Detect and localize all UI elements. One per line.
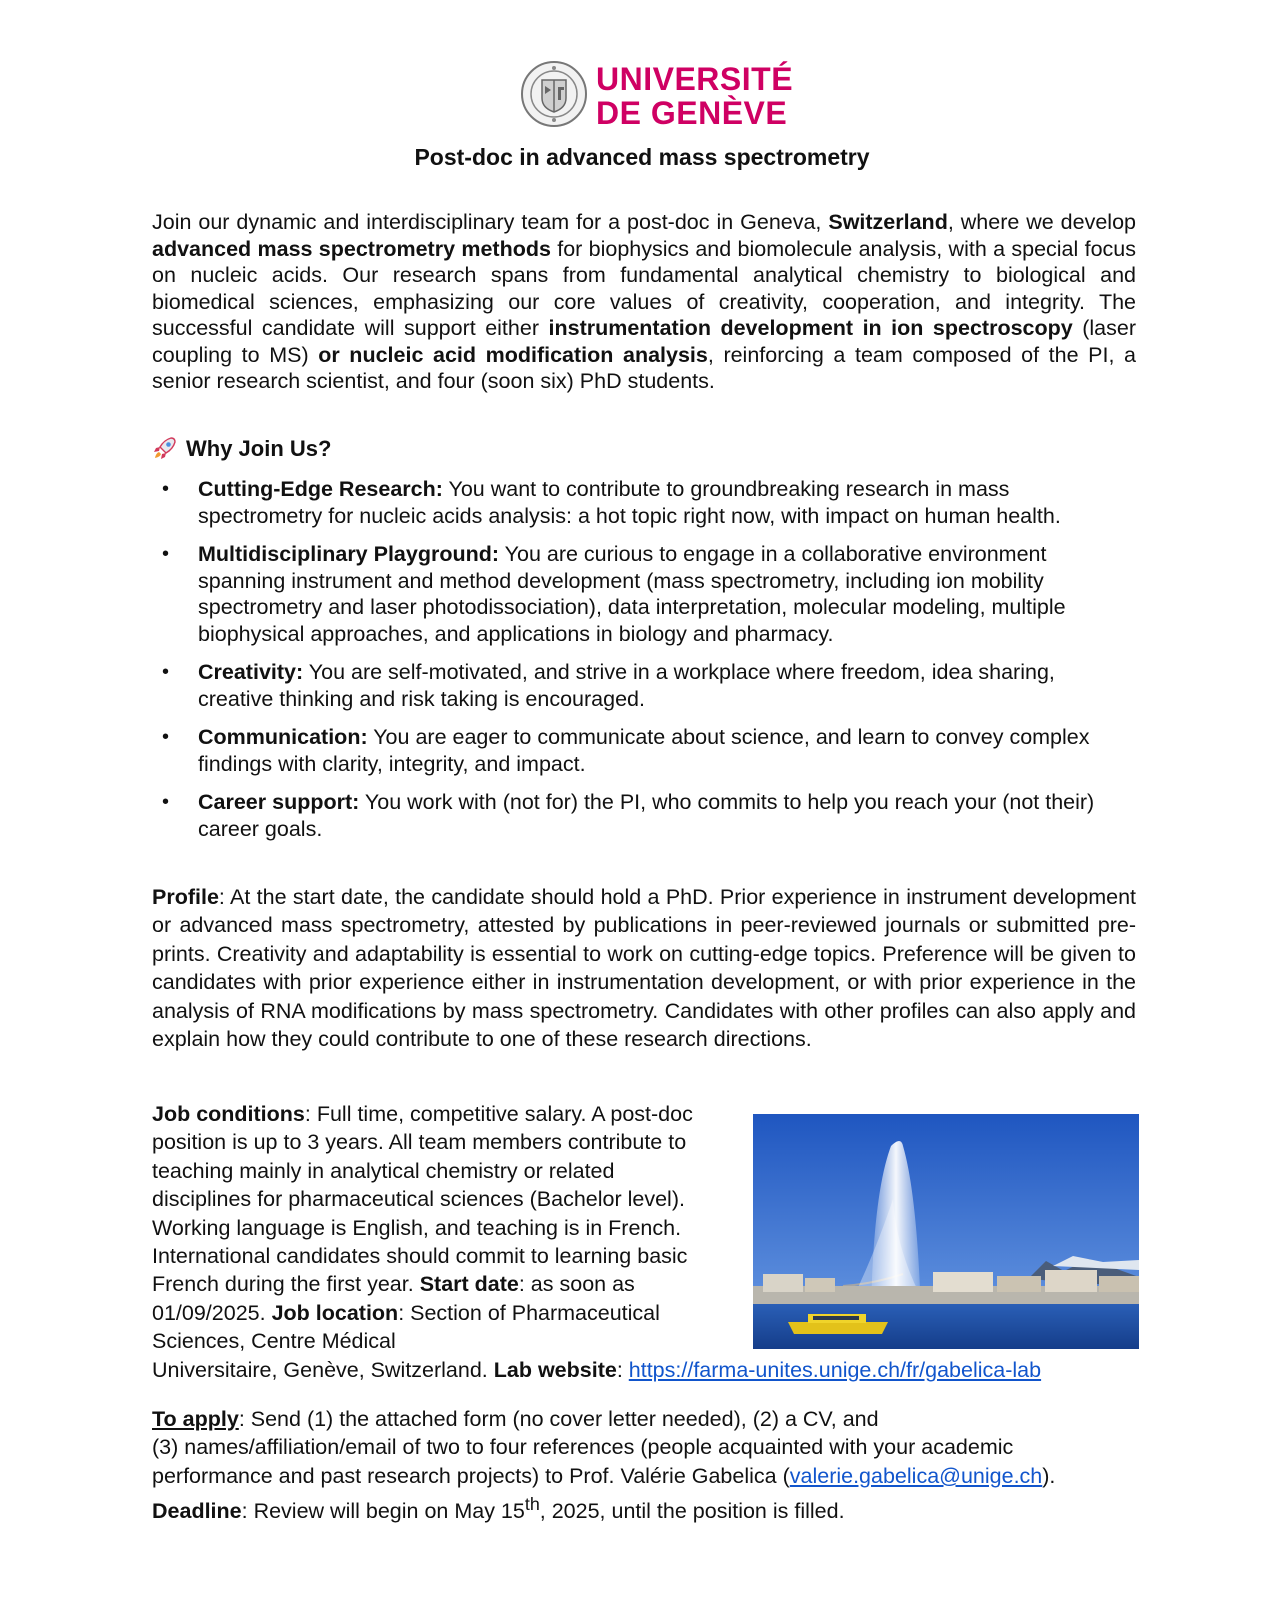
- benefits-list: [152, 476, 1136, 854]
- lab-website-link[interactable]: https://farma-unites.unige.ch/fr/gabelica-lab: [628, 1358, 1042, 1382]
- email-link[interactable]: valerie.gabelica@unige.ch: [789, 1463, 1043, 1488]
- university-name-line2: DE GENÈVE: [596, 95, 788, 131]
- profile-paragraph: [152, 883, 1136, 1053]
- bullet-text: You want to contribute to groundbreaking research in mass spectrometry for nucleic acids analysis: a hot topic right now, with impact on human health.: [198, 477, 1061, 528]
- deadline-text-2: , 2025, until the position is filled.: [539, 1499, 845, 1524]
- why-join-heading: [152, 435, 331, 463]
- why-join-title: Why Join Us?: [186, 436, 332, 461]
- job-location-label: Job location: [271, 1300, 399, 1325]
- apply-paragraph: [152, 1405, 1136, 1526]
- page-title: Post-doc in advanced mass spectrometry: [414, 144, 870, 170]
- university-name: [596, 62, 793, 130]
- list-item: [152, 476, 1136, 529]
- list-item: [152, 789, 1136, 842]
- conditions-label: Job conditions: [152, 1102, 305, 1126]
- conditions-text: : Full time, competitive salary. A post-doc position is up to 3 years. All team members contribute to teaching mainly in analytical chemistry or related disciplines for pharmaceutical sciences (Bachelor level). Working language is English, and teaching is in French. International candidates should commit to learning basic French during the first year.: [152, 1102, 693, 1297]
- intro-bold-4: or nucleic acid modification analysis: [318, 342, 708, 367]
- bullet-label: Cutting-Edge Research:: [198, 477, 443, 501]
- apply-text-3: ).: [1042, 1463, 1056, 1488]
- intro-paragraph: [152, 209, 1136, 395]
- bullet-label: Multidisciplinary Playground:: [198, 542, 500, 566]
- bullet-text: You work with (not for) the PI, who commits to help you reach your (not their) career goals.: [198, 790, 1095, 841]
- intro-text-4: (laser coupling to MS): [152, 316, 1136, 367]
- apply-label: To apply: [152, 1407, 239, 1431]
- profile-label: Profile: [152, 885, 219, 909]
- location-website-line: [152, 1356, 1041, 1384]
- intro-bold-1: Switzerland: [828, 210, 948, 234]
- bullet-label: Creativity:: [198, 660, 304, 684]
- intro-bold-3: instrumentation development in ion spectroscopy: [548, 316, 1073, 340]
- bullet-label: Communication:: [198, 725, 368, 749]
- bullet-text: You are eager to communicate about science, and learn to convey complex findings with clarity, integrity, and impact.: [198, 725, 1090, 776]
- university-logo: [520, 60, 794, 132]
- bullet-label: Career support:: [198, 790, 360, 814]
- start-date-label: Start date: [419, 1272, 519, 1297]
- geneva-seal-icon: [520, 60, 588, 128]
- list-item: [152, 659, 1136, 712]
- bullet-text: You are self-motivated, and strive in a workplace where freedom, idea sharing, creative thinking and risk taking is encouraged.: [198, 660, 1055, 711]
- deadline-text-1: : Review will begin on May 15: [241, 1499, 525, 1524]
- apply-text-2: (3) names/affiliation/email of two to four references (people acquainted with your academic performance and past research projects) to Prof. Valérie Gabelica (: [152, 1435, 1014, 1488]
- rocket-icon: [152, 435, 178, 461]
- intro-text-5: , reinforcing a team composed of the PI, a senior research scientist, and four (soon six) PhD students.: [152, 342, 1136, 393]
- lab-website-label: Lab website: [493, 1358, 617, 1382]
- intro-text-1: Join our dynamic and interdisciplinary team for a post-doc in Geneva,: [152, 210, 829, 234]
- job-location-text: : Section of Pharmaceutical Sciences, Centre Médical: [152, 1300, 660, 1354]
- bullet-text: You are curious to engage in a collaborative environment spanning instrument and method development (mass spectrometry, including ion mobility spectrometry and laser photodissociation), data interpretation, molecular modeling, multiple biophysical approaches, and applications in biology and pharmacy.: [198, 542, 1066, 646]
- list-item: [152, 541, 1136, 647]
- lab-website-separator: :: [616, 1358, 629, 1382]
- apply-text-1: : Send (1) the attached form (no cover letter needed), (2) a CV, and: [238, 1407, 879, 1431]
- intro-text-2: , where we develop: [947, 210, 1136, 234]
- list-item: [152, 724, 1136, 777]
- profile-text: : At the start date, the candidate should hold a PhD. Prior experience in instrument development or advanced mass spectrometry, attested by publications in peer-reviewed journals or submitted pre-prints. Creativity and adaptability is essential to work on cutting-edge topics. Preference will be given to candidates with prior experience either in instrumentation development, or with prior experience in the analysis of RNA modifications by mass spectrometry. Candidates with other profiles can also apply and explain how they could contribute to one of these research directions.: [152, 885, 1136, 1052]
- deadline-superscript: th: [524, 1494, 540, 1515]
- geneva-jet-deau-photo: [753, 1114, 1139, 1349]
- job-location-text-2: Universitaire, Genève, Switzerland.: [152, 1358, 494, 1382]
- intro-bold-2: advanced mass spectrometry methods: [152, 236, 551, 261]
- intro-text-3: for biophysics and biomolecule analysis, with a special focus on nucleic acids. Our research spans from fundamental analytical chemistry to biological and biomedical sciences, emphasizing our core values of creativity, cooperation, and integrity. The successful candidate will support either: [152, 236, 1136, 340]
- university-name-line1: UNIVERSITÉ: [596, 61, 794, 97]
- start-date-text: : as soon as 01/09/2025.: [152, 1272, 635, 1325]
- job-conditions-paragraph: [152, 1100, 712, 1356]
- deadline-label: Deadline: [152, 1499, 242, 1524]
